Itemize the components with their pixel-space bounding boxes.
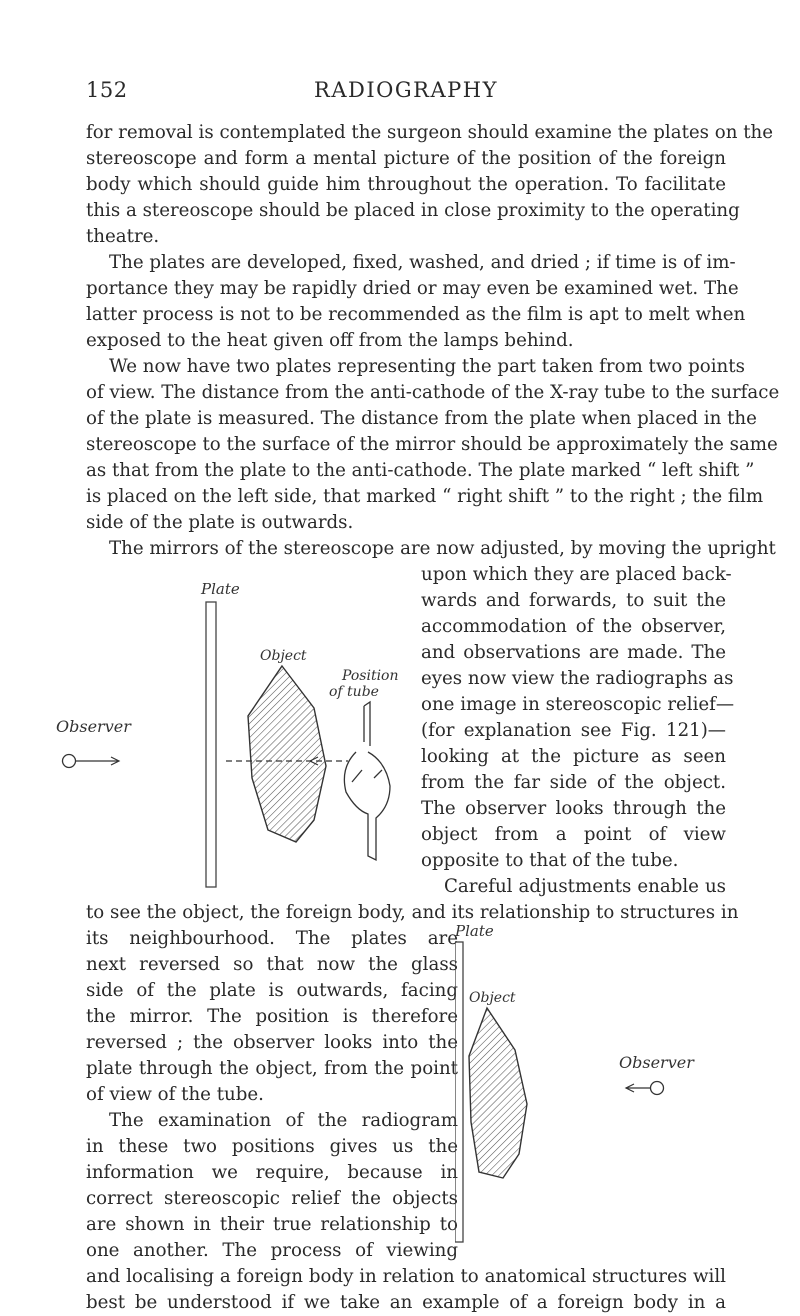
fig2-object-label: Object [469, 990, 516, 1006]
text-line: next reversed so that now the glass [86, 954, 458, 975]
running-header [86, 78, 726, 104]
text-line: (for explanation see Fig. 121)— [421, 720, 726, 741]
text-line: Careful adjustments enable us [444, 876, 726, 897]
text-line: exposed to the heat given off from the lamps behind. [86, 330, 574, 351]
text-line: upon which they are placed back- [421, 564, 732, 585]
text-line: The plates are developed, fixed, washed, and dried ; if time is of im- [109, 252, 736, 273]
running-title: RADIOGRAPHY [314, 78, 498, 102]
text-line: and localising a foreign body in relation to anatomical structures will [86, 1266, 726, 1287]
text-line: are shown in their true relationship to [86, 1214, 458, 1235]
text-line: this a stereoscope should be placed in close proximity to the operating [86, 200, 740, 221]
fig1-object [248, 666, 326, 842]
text-line: theatre. [86, 226, 160, 247]
fig1-plate-label: Plate [201, 580, 240, 598]
figure-plate-observer-reversed [455, 922, 755, 1262]
text-line: stereoscope and form a mental picture of the position of the foreign [86, 148, 726, 169]
text-line: is placed on the left side, that marked “ right shift ” to the right ; the film [86, 486, 764, 507]
text-line: to see the object, the foreign body, and its relationship to structures in [86, 902, 739, 923]
text-line: portance they may be rapidly dried or may even be examined wet. The [86, 278, 739, 299]
text-line: the mirror. The position is therefore [86, 1006, 458, 1027]
text-line: as that from the plate to the anti-cathode. The plate marked “ left shift ” [86, 460, 755, 481]
text-line: for removal is contemplated the surgeon should examine the plates on the [86, 122, 774, 143]
text-line: eyes now view the radiographs as [421, 668, 734, 689]
text-line: looking at the picture as seen [421, 746, 726, 767]
text-line: The mirrors of the stereoscope are now adjusted, by moving the upright [109, 538, 776, 559]
figure-plate-observer-tube [56, 556, 426, 896]
text-line: accommodation of the observer, [421, 616, 726, 637]
fig1-observer-label: Observer [56, 717, 131, 736]
fig1-plate [206, 602, 216, 887]
text-line: its neighbourhood. The plates are [86, 928, 458, 949]
text-line: one image in stereoscopic relief— [421, 694, 735, 715]
text-line: opposite to that of the tube. [421, 850, 679, 871]
text-line: correct stereoscopic relief the objects [86, 1188, 458, 1209]
text-line: side of the plate is outwards. [86, 512, 354, 533]
text-line: from the far side of the object. [421, 772, 726, 793]
text-line: of the plate is measured. The distance from the plate when placed in the [86, 408, 757, 429]
text-line: side of the plate is outwards, facing [86, 980, 458, 1001]
fig2-plate [455, 942, 463, 1242]
text-line: information we require, because in [86, 1162, 458, 1183]
text-line: stereoscope to the surface of the mirror should be approximately the same [86, 434, 778, 455]
text-line: reversed ; the observer looks into the [86, 1032, 458, 1053]
fig1-object-label: Object [260, 648, 307, 664]
text-line: and observations are made. The [421, 642, 726, 663]
fig2-plate-label: Plate [455, 922, 494, 940]
text-line: object from a point of view [421, 824, 726, 845]
fig1-observer-eye-icon [63, 755, 76, 768]
text-line: plate through the object, from the point [86, 1058, 458, 1079]
text-line: body which should guide him throughout the operation. To facilitate [86, 174, 726, 195]
page-number: 152 [86, 78, 128, 102]
fig1-tube-icon [344, 702, 390, 860]
text-line: We now have two plates representing the part taken from two points [109, 356, 745, 377]
fig1-tube-label-2: of tube [329, 684, 379, 700]
text-line: of view. The distance from the anti-cathode of the X-ray tube to the surface [86, 382, 780, 403]
text-line: of view of the tube. [86, 1084, 264, 1105]
text-line: best be understood if we take an example of a foreign body in a [86, 1292, 726, 1313]
text-line: latter process is not to be recommended as the film is apt to melt when [86, 304, 746, 325]
fig2-observer-eye-icon [651, 1082, 664, 1095]
fig1-tube-label-1: Position [342, 668, 399, 684]
fig2-observer-label: Observer [619, 1053, 694, 1072]
text-line: in these two positions gives us the [86, 1136, 458, 1157]
text-line: The observer looks through the [421, 798, 726, 819]
text-line: one another. The process of viewing [86, 1240, 458, 1261]
fig2-object [469, 1008, 527, 1178]
text-line: wards and forwards, to suit the [421, 590, 726, 611]
text-line: The examination of the radiogram [109, 1110, 458, 1131]
